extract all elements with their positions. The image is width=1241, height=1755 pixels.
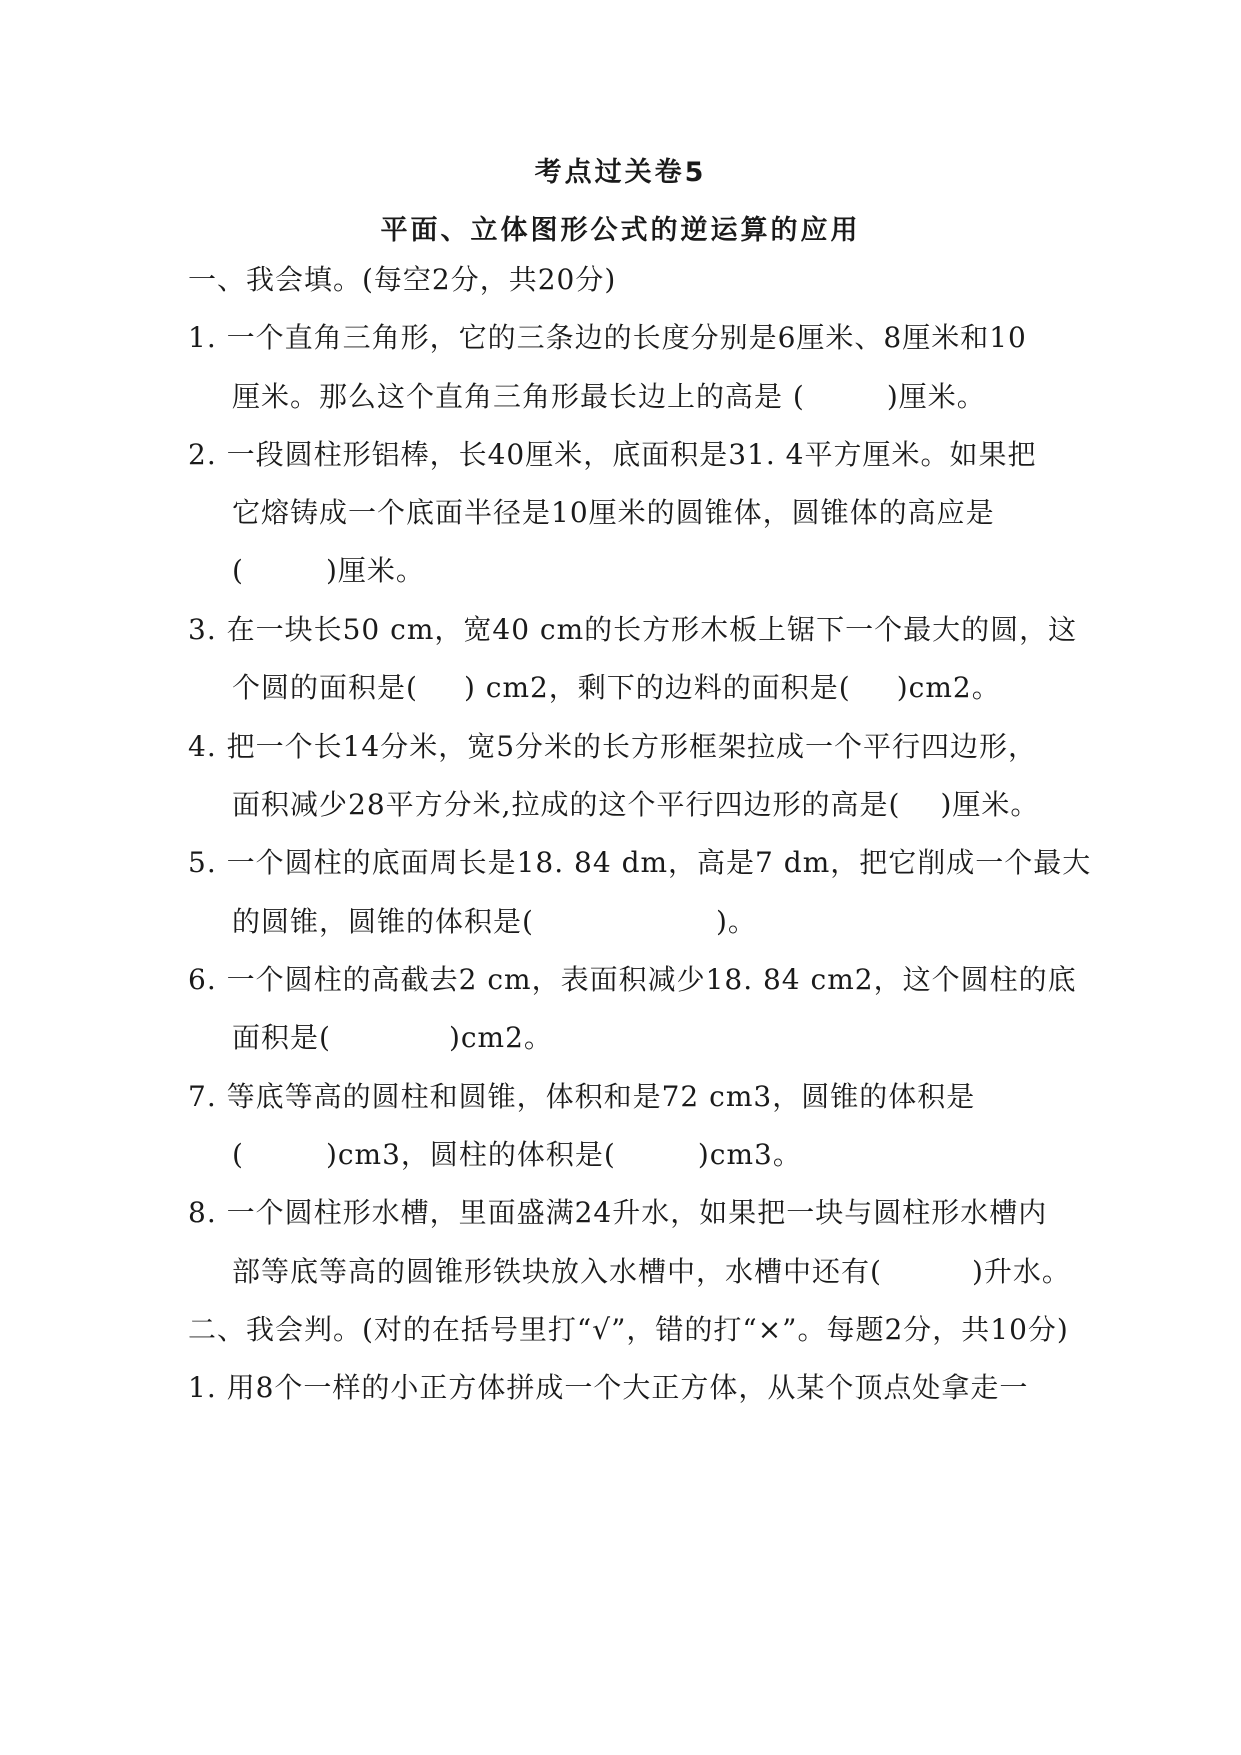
question-7-line-1: 7. 等底等高的圆柱和圆锥，体积和是72 cm3，圆锥的体积是 (188, 1080, 976, 1113)
section-2-heading: 二、我会判。(对的在括号里打“√”，错的打“×”。每题2分，共10分) (188, 1313, 1069, 1346)
question-6-line-2: 面积是( )cm2。 (232, 1021, 553, 1054)
question-1-line-2: 厘米。那么这个直角三角形最长边上的高是 ( )厘米。 (232, 380, 986, 413)
judge-question-1-line-1: 1. 用8个一样的小正方体拼成一个大正方体，从某个顶点处拿走一 (188, 1371, 1029, 1404)
question-3-line-2: 个圆的面积是( ) cm2，剩下的边料的面积是( )cm2。 (232, 671, 1001, 704)
question-1-line-1: 1. 一个直角三角形，它的三条边的长度分别是6厘米、8厘米和10 (188, 321, 1027, 354)
question-2-line-2: 它熔铸成一个底面半径是10厘米的圆锥体，圆锥体的高应是 (232, 496, 995, 529)
question-3-line-1: 3. 在一块长50 cm，宽40 cm的长方形木板上锯下一个最大的圆，这 (188, 613, 1078, 646)
section-1-heading: 一、我会填。(每空2分，共20分) (188, 263, 617, 296)
question-4-line-2: 面积减少28平方分米,拉成的这个平行四边形的高是( )厘米。 (232, 788, 1040, 821)
question-5-line-2: 的圆锥，圆锥的体积是( )。 (232, 905, 757, 938)
question-5-line-1: 5. 一个圆柱的底面周长是18. 84 dm，高是7 dm，把它削成一个最大 (188, 846, 1092, 879)
question-7-line-2: ( )cm3，圆柱的体积是( )cm3。 (232, 1138, 802, 1171)
page-title: 考点过关卷5 (534, 157, 707, 188)
question-8-line-2: 部等底等高的圆锥形铁块放入水槽中，水槽中还有( )升水。 (232, 1255, 1071, 1288)
question-2-line-1: 2. 一段圆柱形铝棒，长40厘米，底面积是31. 4平方厘米。如果把 (188, 438, 1037, 471)
question-4-line-1: 4. 把一个长14分米，宽5分米的长方形框架拉成一个平行四边形， (188, 730, 1038, 763)
question-2-line-3: ( )厘米。 (232, 554, 425, 587)
question-6-line-1: 6. 一个圆柱的高截去2 cm，表面积减少18. 84 cm2，这个圆柱的底 (188, 963, 1077, 996)
question-8-line-1: 8. 一个圆柱形水槽，里面盛满24升水，如果把一块与圆柱形水槽内 (188, 1196, 1048, 1229)
page-subtitle: 平面、立体图形公式的逆运算的应用 (380, 215, 861, 246)
